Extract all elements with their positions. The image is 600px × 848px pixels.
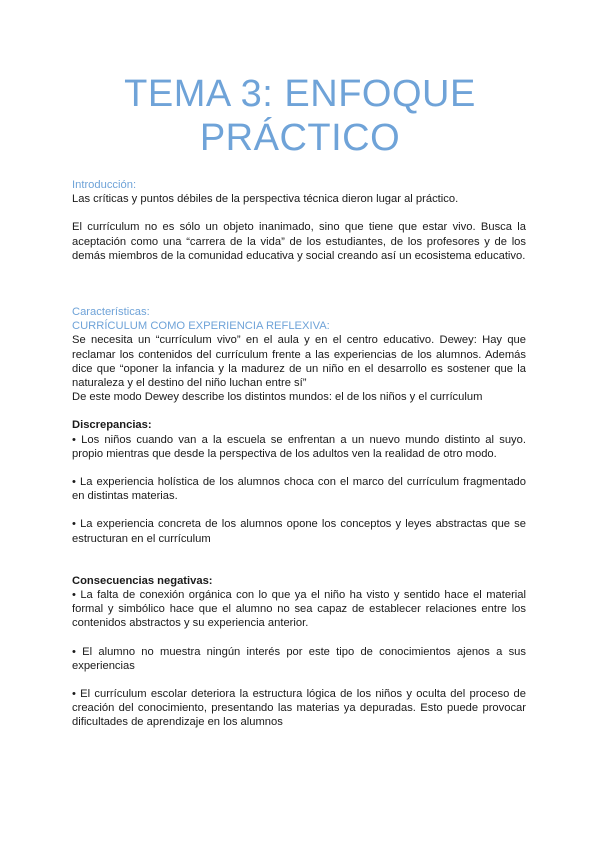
features-paragraph-2: De este modo Dewey describe los distintos mundos: el de los niños y el currículum — [72, 391, 483, 404]
consequences-heading: Consecuencias negativas: — [72, 574, 213, 587]
discrepancy-item: • Los niños cuando van a la escuela se enfrentan a un nuevo mundo distinto al suyo. propio mientras que desde la perspectiva de los adultos ven la realidad de otro modo. — [72, 433, 526, 460]
title-line-1: TEMA 3: ENFOQUE — [124, 73, 476, 115]
intro-paragraph-2: El currículum no es sólo un objeto inanimado, sino que tiene que estar vivo. Busca la aceptación como una “carrera de la vida” de los estudiantes, de los profesores y de los demás miembros de la comunidad educativa y social creando así un ecosistema educativo. — [72, 221, 526, 262]
intro-label: Introducción: — [72, 179, 137, 191]
discrepancy-item: • La experiencia holística de los alumnos choca con el marco del currículum fragmentado en distintas materias. — [72, 476, 526, 503]
features-label: Características: — [72, 306, 150, 319]
intro-paragraph-1: Las críticas y puntos débiles de la perspectiva técnica dieron lugar al práctico. — [72, 193, 459, 206]
consequence-item: • La falta de conexión orgánica con lo que ya el niño ha visto y sentido hace el material formal y simbólico hace que el alumno no sea capaz de establecer relaciones entre los contenidos abstractos y su experiencia anterior. — [72, 589, 526, 630]
title-line-2: PRÁCTICO — [199, 117, 401, 159]
discrepancies-heading: Discrepancias: — [72, 419, 152, 432]
features-sublabel: CURRÍCULUM COMO EXPERIENCIA REFLEXIVA: — [72, 320, 330, 333]
discrepancy-item: • La experiencia concreta de los alumnos opone los conceptos y leyes abstractas que se estructuran en el currículum — [72, 518, 526, 545]
page-title — [60, 72, 540, 160]
document-body — [72, 178, 526, 730]
consequence-item: • El currículum escolar deteriora la estructura lógica de los niños y oculta del proceso de creación del conocimiento, presentando las materias ya depuradas. Esto puede provocar dificultades de aprendizaje en los alumnos — [72, 688, 526, 729]
features-paragraph-1: Se necesita un “currículum vivo” en el aula y en el centro educativo. Dewey: Hay que reclamar los contenidos del currículum frente a las experiencias de los alumnos. Además dice que “oponer la infancia y la madurez de un niño en el desarrollo es sostener que la naturaleza y el destino del niño luchan entre sí” — [72, 334, 526, 390]
consequence-item: • El alumno no muestra ningún interés por este tipo de conocimientos ajenos a sus experiencias — [72, 645, 526, 672]
